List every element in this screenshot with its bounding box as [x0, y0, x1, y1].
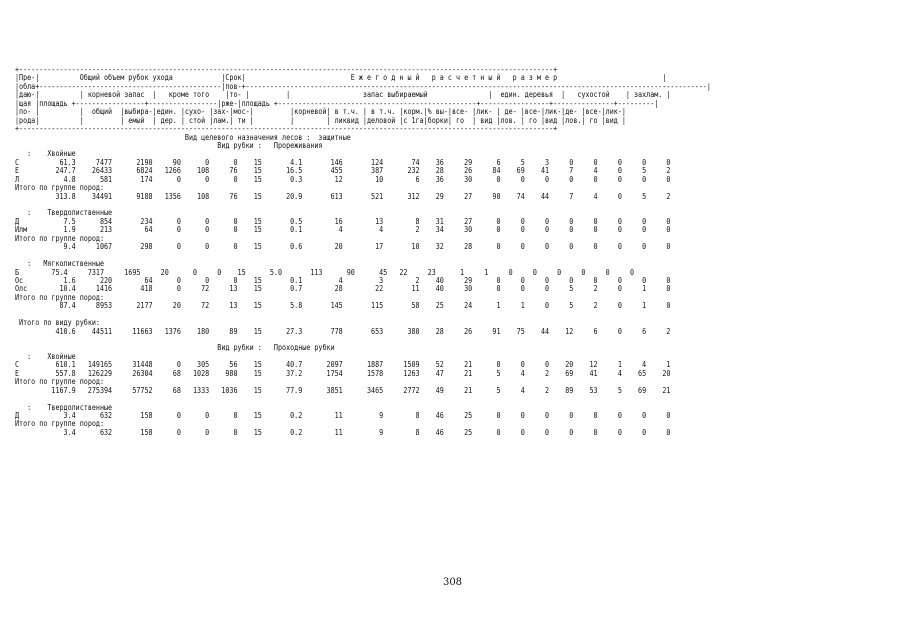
section-title: Вид целевого назначения лесов : защитные — [15, 132, 351, 142]
table-row: Б 75.4 7317 1695 20 0 0 15 5.0 113 90 45 22 23 1 1 0 0 0 0 0 0 — [15, 267, 635, 277]
header-line: |Пре-| Общий объем рубок ухода |Срок| Е ж е г о д н ы й р а с ч е т н ы й р а з м е р | — [15, 73, 667, 83]
blank-line — [15, 395, 711, 403]
header-line: |обла+---------------------------------------------|пов-+------------------------------------------------------------------------------------------------------------------| — [15, 81, 711, 91]
header-line: +------------------------------------------------------------------------------------------------------------------------------------+ — [15, 124, 558, 134]
species-group-heading: : Хвойные — [15, 351, 76, 361]
forestry-table-listing — [15, 66, 711, 437]
header-line: |щая |площадь +-----------------+-----------------|рже-|площадь +-------------------------------------------------+-----------------+---------------+---------| — [15, 98, 659, 108]
cutting-total-row: 410.6 44511 11663 1376 180 89 15 27.3 778 653 380 28 26 91 75 44 12 6 0 6 2 — [15, 326, 671, 336]
header-line: |по- | | общий |выбира-|един. |сухо- |зах-|мос-| |корневой| в т.ч. | в т.ч. |корм.|% вы-|все- |лик- | де- |все-|лик-|де- |все-|лик-| — [15, 107, 626, 117]
table-row: С 610.1 149165 31448 0 305 56 15 40.7 2097 1887 1509 52 21 0 0 0 20 12 1 4 1 — [15, 360, 671, 370]
group-total-row: 9.4 1067 298 0 0 0 15 0.6 20 17 10 32 28 0 0 0 0 0 0 0 0 — [15, 242, 671, 252]
cutting-type-heading: Вид рубки : Проходные рубки — [15, 343, 335, 353]
group-total-label: Итого по группе пород: — [15, 183, 105, 193]
table-row: Е 557.8 126229 26304 68 1028 980 15 37.2 1754 1578 1263 47 21 5 4 2 69 41 4 65 20 — [15, 368, 671, 378]
group-total-row: 87.4 8953 2177 20 72 13 15 5.8 145 115 58 25 24 1 1 0 5 2 0 1 0 — [15, 301, 671, 311]
table-row: Д 3.4 632 158 0 0 0 15 0.2 11 9 8 46 25 0 0 0 0 0 0 0 0 — [15, 410, 671, 420]
blank-line — [15, 311, 711, 319]
species-group-heading: : Мягколиственные — [15, 259, 105, 269]
header-line: +------------------------------------------------------------------------------------------------------------------------------------+ — [15, 65, 558, 74]
table-row: Илм 1.9 213 64 0 0 0 15 0.1 4 4 2 34 30 0 0 0 0 0 0 0 0 — [15, 225, 671, 235]
species-group-heading: : Хвойные — [15, 149, 76, 159]
page-number: 308 — [442, 577, 463, 588]
table-row: Л 4.8 581 174 0 0 0 15 0.3 12 10 6 36 30 0 0 0 0 0 0 0 0 — [15, 174, 671, 184]
cutting-type-heading: Вид рубки : Прореживания — [15, 140, 323, 150]
table-row: С 61.3 7477 2190 90 0 0 15 4.1 146 124 74 36 29 6 5 3 0 0 0 0 0 — [15, 157, 671, 167]
table-row: Ос 1.6 220 64 0 0 0 15 0.1 4 3 2 40 29 0 0 0 0 0 0 0 0 — [15, 275, 671, 285]
header-line: |даю-| | корневой запас | кроме того |то- | | запас выбираемый | един. деревья | сухостой | захлам. | — [15, 90, 671, 100]
blank-line — [15, 201, 711, 209]
group-total-row: 1167.9 275394 57752 68 1333 1036 15 77.9 3851 3465 2772 49 21 5 4 2 89 53 5 69 21 — [15, 385, 671, 395]
blank-line — [15, 252, 711, 260]
table-row: Олс 10.4 1416 418 0 72 13 15 0.7 28 22 11 40 30 0 0 0 5 2 0 1 0 — [15, 284, 671, 294]
table-row: Е 247.7 26433 6824 1266 108 76 15 16.5 455 387 232 28 26 84 69 41 7 4 0 5 2 — [15, 166, 671, 176]
group-total-label: Итого по группе пород: — [15, 377, 105, 387]
group-total-label: Итого по группе пород: — [15, 419, 105, 429]
group-total-label: Итого по группе пород: — [15, 233, 105, 243]
cutting-total-label: Итого по виду рубки: — [15, 318, 100, 328]
header-line: |рода| | | емый | дер. | стой |лам.| ти | | | ликвид |деловой |с 1га|борки| го | вид |лов. | го |вид |лов.| го |вид | — [15, 115, 626, 125]
table-row: Д 7.5 854 234 0 0 0 15 0.5 16 13 8 31 27 0 0 0 0 0 0 0 0 — [15, 216, 671, 226]
species-group-heading: : Твердолиственные — [15, 402, 113, 412]
group-total-label: Итого по группе пород: — [15, 292, 105, 302]
group-total-row: 313.8 34491 9188 1356 108 76 15 20.9 613 521 312 29 27 90 74 44 7 4 0 5 2 — [15, 191, 671, 201]
species-group-heading: : Твердолиственные — [15, 208, 113, 218]
group-total-row: 3.4 632 158 0 0 0 15 0.2 11 9 8 46 25 0 0 0 0 0 0 0 0 — [15, 427, 671, 437]
